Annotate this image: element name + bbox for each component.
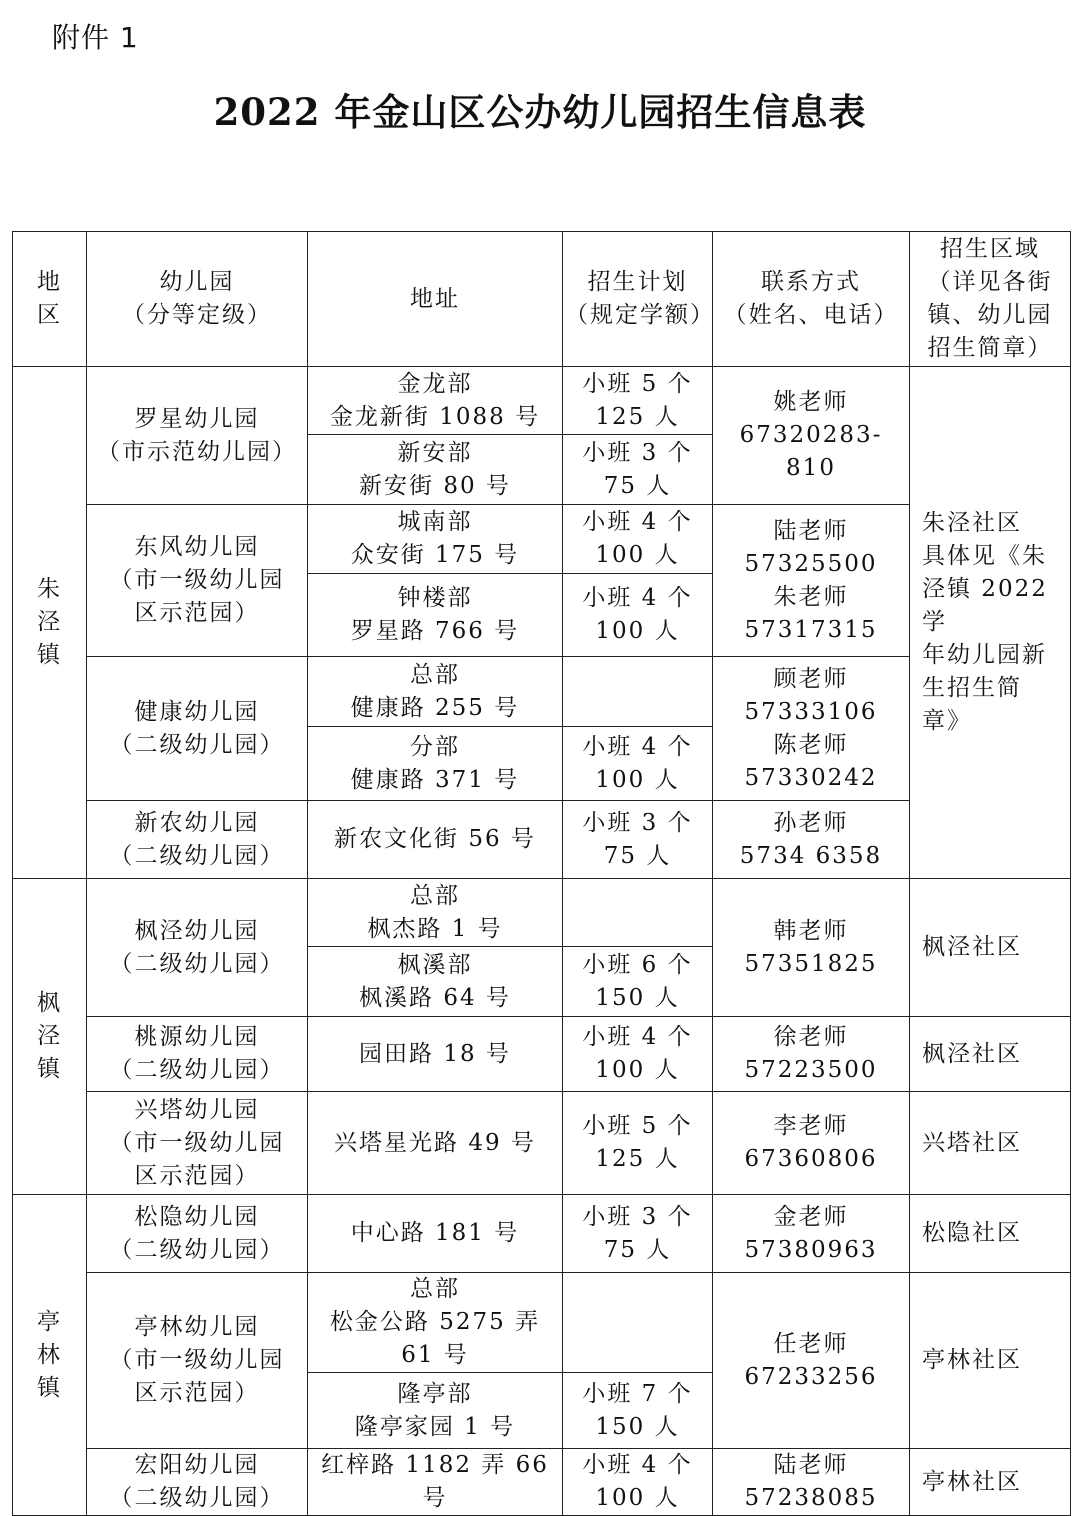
contact-cell: 陆老师 57325500 朱老师 57317315 [713, 505, 910, 657]
plan-cell: 小班 3 个 75 人 [563, 801, 713, 879]
address-cell: 隆亭部 隆亭家园 1 号 [308, 1373, 563, 1449]
header-address: 地址 [308, 232, 563, 367]
address-cell: 中心路 181 号 [308, 1195, 563, 1273]
header-row [13, 232, 1071, 367]
address-cell: 园田路 18 号 [308, 1017, 563, 1092]
region-zhujing: 朱 泾 镇 [13, 367, 87, 879]
plan-cell [563, 879, 713, 947]
plan-cell: 小班 4 个 100 人 [563, 727, 713, 801]
address-cell: 总部 健康路 255 号 [308, 657, 563, 727]
header-region: 地 区 [13, 232, 87, 367]
address-cell: 枫溪部 枫溪路 64 号 [308, 947, 563, 1017]
address-cell: 金龙部 金龙新街 1088 号 [308, 367, 563, 435]
kindergarten-name: 罗星幼儿园 （市示范幼儿园） [87, 367, 308, 505]
kindergarten-name: 东风幼儿园 （市一级幼儿园 区示范园） [87, 505, 308, 657]
plan-cell: 小班 3 个 75 人 [563, 1195, 713, 1273]
kindergarten-name: 兴塔幼儿园 （市一级幼儿园 区示范园） [87, 1092, 308, 1195]
plan-cell [563, 1273, 713, 1373]
address-cell: 兴塔星光路 49 号 [308, 1092, 563, 1195]
table-row [13, 1017, 1071, 1092]
region-fengjing: 枫 泾 镇 [13, 879, 87, 1195]
header-area: 招生区域 （详见各街 镇、幼儿园 招生简章） [910, 232, 1071, 367]
area-cell: 松隐社区 [910, 1195, 1071, 1273]
page-title: 2022 年金山区公办幼儿园招生信息表 [213, 90, 867, 134]
contact-cell: 顾老师 57333106 陈老师 57330242 [713, 657, 910, 801]
plan-cell: 小班 4 个 100 人 [563, 1449, 713, 1516]
table-row [13, 879, 1071, 947]
contact-cell: 韩老师 57351825 [713, 879, 910, 1017]
plan-cell: 小班 4 个 100 人 [563, 505, 713, 574]
area-zhujing: 朱泾社区 具体见《朱 泾镇 2022 学 年幼儿园新 生招生简 章》 [910, 367, 1071, 879]
kindergarten-name: 枫泾幼儿园 （二级幼儿园） [87, 879, 308, 1017]
address-cell: 分部 健康路 371 号 [308, 727, 563, 801]
address-cell: 总部 松金公路 5275 弄 61 号 [308, 1273, 563, 1373]
kindergarten-name: 健康幼儿园 （二级幼儿园） [87, 657, 308, 801]
header-contact: 联系方式 （姓名、电话） [713, 232, 910, 367]
area-cell: 枫泾社区 [910, 1017, 1071, 1092]
plan-cell: 小班 4 个 100 人 [563, 1017, 713, 1092]
plan-cell: 小班 3 个 75 人 [563, 435, 713, 505]
kindergarten-name: 桃源幼儿园 （二级幼儿园） [87, 1017, 308, 1092]
area-cell: 枫泾社区 [910, 879, 1071, 1017]
address-cell: 钟楼部 罗星路 766 号 [308, 574, 563, 657]
contact-cell: 任老师 67233256 [713, 1273, 910, 1449]
attachment-label: 附件 1 [52, 21, 139, 54]
contact-cell: 孙老师 5734 6358 [713, 801, 910, 879]
plan-cell: 小班 6 个 150 人 [563, 947, 713, 1017]
kindergarten-name: 宏阳幼儿园 （二级幼儿园） [87, 1449, 308, 1516]
address-cell: 新安部 新安街 80 号 [308, 435, 563, 505]
area-cell: 兴塔社区 [910, 1092, 1071, 1195]
address-cell: 新农文化街 56 号 [308, 801, 563, 879]
contact-cell: 姚老师 67320283-810 [713, 367, 910, 505]
table-row [13, 367, 1071, 435]
contact-cell: 徐老师 57223500 [713, 1017, 910, 1092]
address-cell: 城南部 众安街 175 号 [308, 505, 563, 574]
kindergarten-name: 亭林幼儿园 （市一级幼儿园 区示范园） [87, 1273, 308, 1449]
table-row [13, 1092, 1071, 1195]
plan-cell: 小班 5 个 125 人 [563, 367, 713, 435]
area-cell: 亭林社区 [910, 1273, 1071, 1449]
header-plan: 招生计划 （规定学额） [563, 232, 713, 367]
table-row [13, 1195, 1071, 1273]
contact-cell: 李老师 67360806 [713, 1092, 910, 1195]
plan-cell: 小班 7 个 150 人 [563, 1373, 713, 1449]
plan-cell [563, 657, 713, 727]
kindergarten-name: 新农幼儿园 （二级幼儿园） [87, 801, 308, 879]
table-row [13, 1449, 1071, 1516]
header-kindergarten: 幼儿园 （分等定级） [87, 232, 308, 367]
table-row [13, 1273, 1071, 1373]
kindergarten-name: 松隐幼儿园 （二级幼儿园） [87, 1195, 308, 1273]
address-cell: 红梓路 1182 弄 66 号 [308, 1449, 563, 1516]
plan-cell: 小班 5 个 125 人 [563, 1092, 713, 1195]
contact-cell: 金老师 57380963 [713, 1195, 910, 1273]
address-cell: 总部 枫杰路 1 号 [308, 879, 563, 947]
area-cell: 亭林社区 [910, 1449, 1071, 1516]
plan-cell: 小班 4 个 100 人 [563, 574, 713, 657]
region-tinglin: 亭 林 镇 [13, 1195, 87, 1516]
enrollment-table [12, 231, 1071, 1516]
contact-cell: 陆老师 57238085 [713, 1449, 910, 1516]
